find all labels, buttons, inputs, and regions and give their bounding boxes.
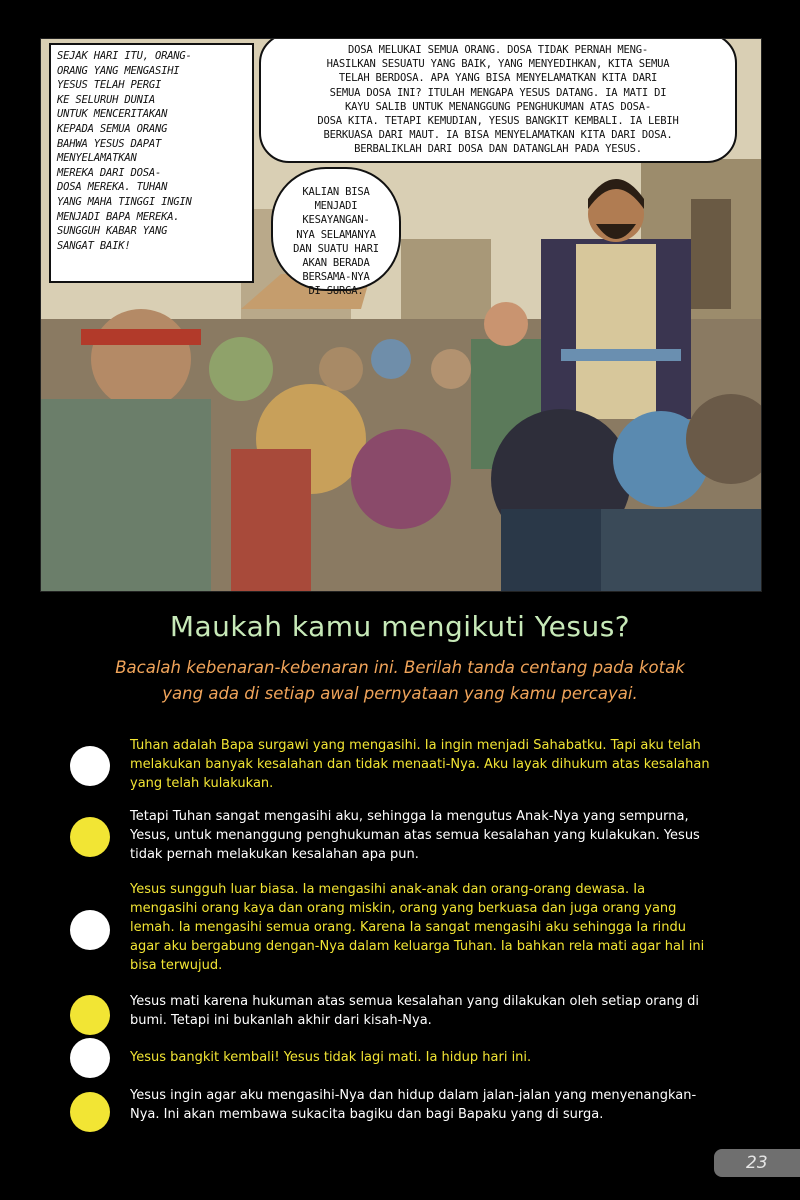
statement-checkbox[interactable]	[70, 1038, 110, 1078]
statement-text: Tuhan adalah Bapa surgawi yang mengasihi. Ia ingin menjadi Sahabatku. Tapi aku telah melakukan banyak kesalahan dan tidak menaati-Nya. Aku layak dihukum atas kesalahan yang telah kulakukan.	[130, 738, 710, 791]
statement-text: Yesus ingin agar aku mengasihi-Nya dan hidup dalam jalan-jalan yang menyenangkan-Nya. Ini akan membawa sukacita bagiku dan bagi Bapaku yang di surga.	[130, 1088, 697, 1122]
statement-checkbox[interactable]	[70, 1092, 110, 1132]
statement-text: Yesus mati karena hukuman atas semua kesalahan yang dilakukan oleh setiap orang di bumi. Tetapi ini bukanlah akhir dari kisah-Nya.	[130, 994, 700, 1028]
speech-bubble-main: DOSA MELUKAI SEMUA ORANG. DOSA TIDAK PERNAH MENG- HASILKAN SESUATU YANG BAIK, YANG MENYEDIHKAN, KITA SEMUA TELAH BERDOSA. APA YANG BISA MENYELAMATKAN KITA DARI SEMUA DOSA INI? ITULAH MENGAPA YESUS DATANG. IA MATI DI KAYU SALIB UNTUK MENANGGUNG PENGHUKUMAN ATAS DOSA- DOSA KITA. TETAPI KEMUDIAN, YESUS BANGKIT KEMBALI. IA LEBIH BERKUASA DARI MAUT. IA BISA MENYELAMATKAN KITA DARI DOSA. BERBALIKLAH DARI DOSA DAN DATANGLAH PADA YESUS.	[259, 38, 737, 163]
statement-checkbox[interactable]	[70, 817, 110, 857]
page-number: 23	[714, 1149, 800, 1177]
page-heading: Maukah kamu mengikuti Yesus?	[169, 610, 631, 643]
statement-text: Tetapi Tuhan sangat mengasihi aku, sehingga Ia mengutus Anak-Nya yang sempurna, Yesus, untuk menanggung penghukuman atas semua kesalahan yang kulakukan. Yesus tidak pernah melakukan kesalahan apa pun.	[130, 809, 700, 862]
statement-checkbox[interactable]	[70, 995, 110, 1035]
instructions-text: Bacalah kebenaran-kebenaran ini. Berilah tanda centang pada kotak yang ada di setiap awal pernyataan yang kamu percayai.	[115, 658, 685, 703]
statement-text: Yesus bangkit kembali! Yesus tidak lagi mati. Ia hidup hari ini.	[130, 1050, 532, 1065]
statement-checkbox[interactable]	[70, 746, 110, 786]
statement-text: Yesus sungguh luar biasa. Ia mengasihi anak-anak dan orang-orang dewasa. Ia mengasihi orang kaya dan orang miskin, orang yang berkuasa dan juga orang yang lemah. Ia mengasihi semua orang. Karena Ia sangat mengasihi aku sehingga Ia rindu agar aku bergabung dengan-Nya dalam keluarga Tuhan. Ia bahkan rela mati agar hal ini bisa terwujud.	[130, 882, 705, 973]
statement-checkbox[interactable]	[70, 910, 110, 950]
speech-bubble-small: KALIAN BISA MENJADI KESAYANGAN- NYA SELAMANYA DAN SUATU HARI AKAN BERADA BERSAMA-NYA SURGA.	[271, 167, 401, 291]
narration-caption: SEJAK HARI ITU, ORANG- ORANG YANG MENGASIHI YESUS TELAH PERGI KE SELURUH DUNIA UNTUK MENCERITAKAN KEPADA SEMUA ORANG BAHWA YESUS DAPAT MENYELAMATKAN MEREKA DARI DOSA- DOSA MEREKA. TUHAN YANG MAHA TINGGI INGIN MENJADI BAPA MEREKA. SUNGGUH KABAR YANG SANGAT BAIK!	[49, 43, 254, 283]
comic-panel	[40, 38, 762, 592]
